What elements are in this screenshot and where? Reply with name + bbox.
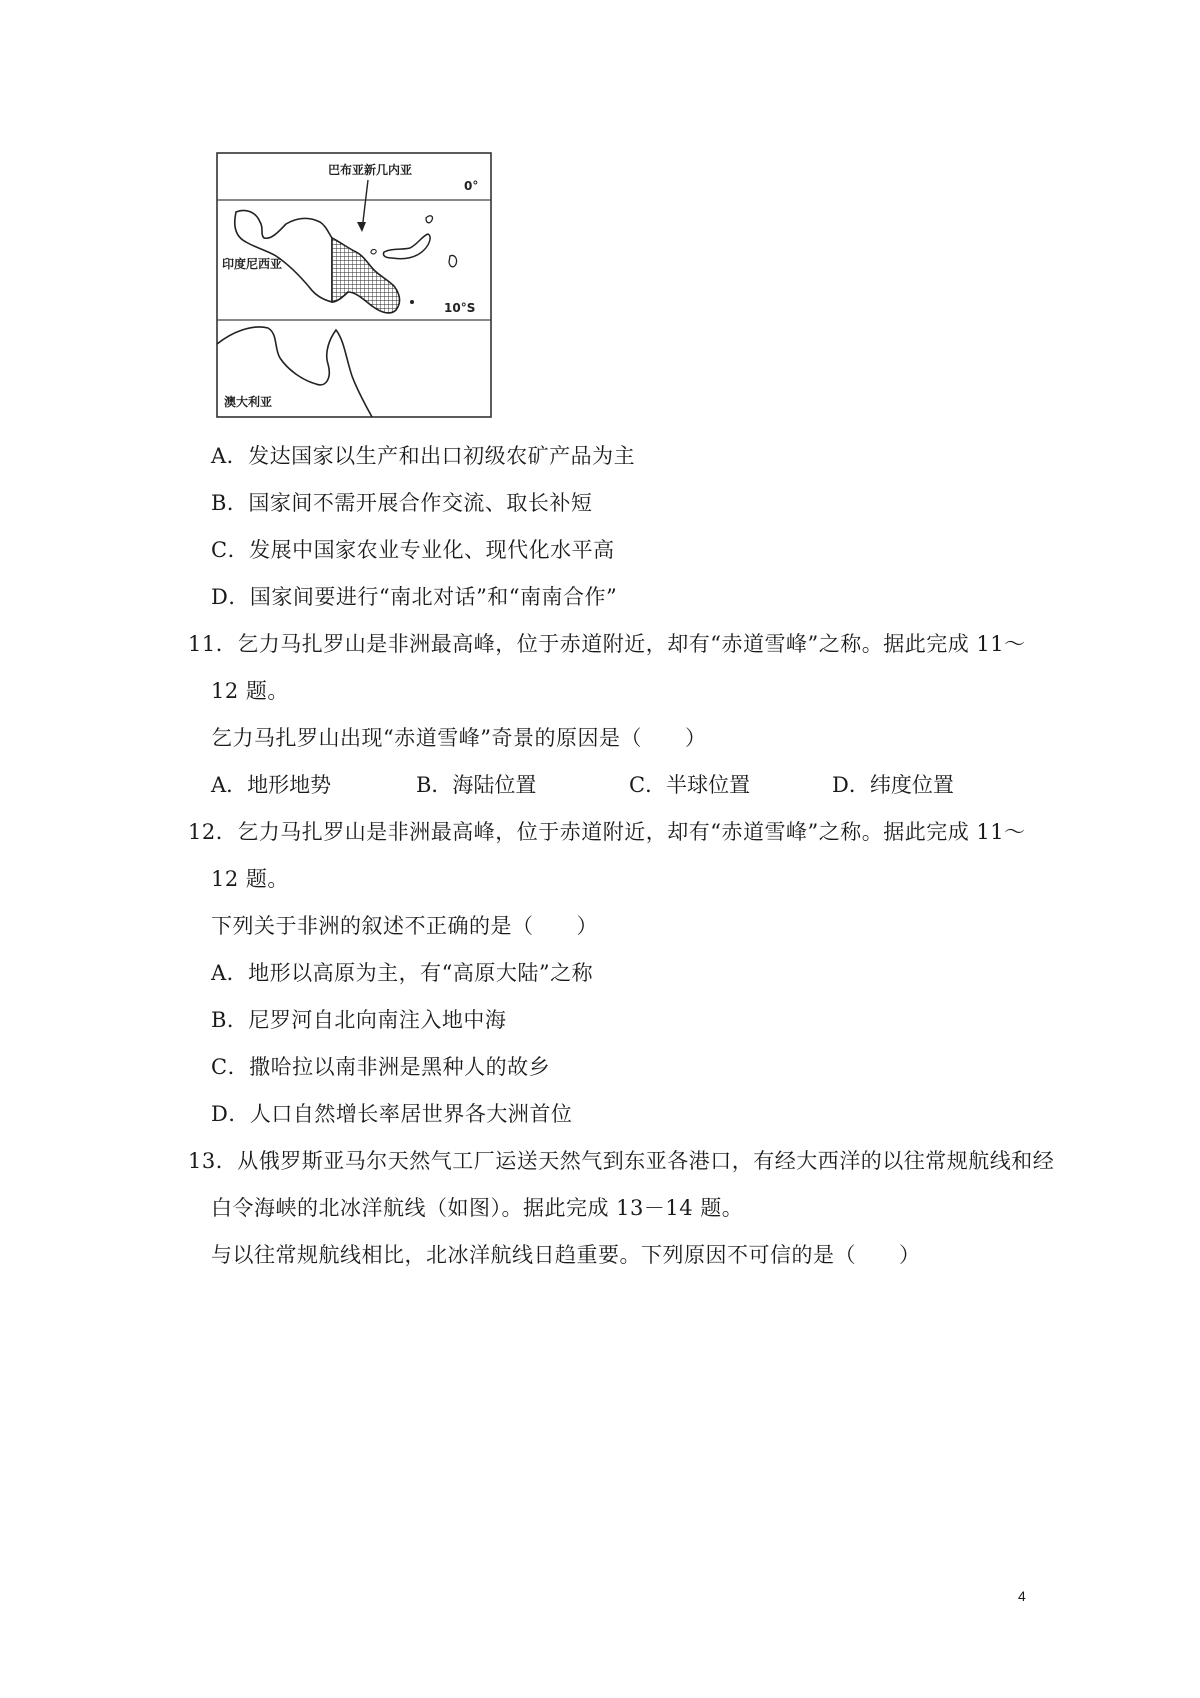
q10-option-c: C．发展中国家农业专业化、现代化水平高: [211, 538, 615, 562]
q12-option-c: C．撒哈拉以南非洲是黑种人的故乡: [211, 1055, 551, 1079]
q11-option-b: B．海陆位置: [416, 773, 537, 797]
q12-option-a: A．地形以高原为主，有“高原大陆”之称: [211, 961, 594, 985]
q10-option-a: A．发达国家以生产和出口初级农矿产品为主: [211, 444, 636, 468]
q11-option-a: A．地形地势: [211, 773, 332, 797]
island-dot: [410, 300, 414, 304]
q12-stem-line1: 12．乞力马扎罗山是非洲最高峰，位于赤道附近，却有“赤道雪峰”之称。据此完成 11～: [188, 820, 1026, 844]
small-island: [371, 249, 376, 254]
page-number: 4: [1018, 1588, 1026, 1604]
q10-option-d: D．国家间要进行“南北对话”和“南南合作”: [211, 585, 618, 609]
q13-stem-line2: 白令海峡的北冰洋航线（如图）。据此完成 13－14 题。: [211, 1196, 744, 1220]
bougainville-island: [449, 255, 457, 266]
lat-10s-label: 10°S: [444, 301, 476, 315]
q11-option-d: D．纬度位置: [832, 773, 954, 797]
q12-stem-line2: 12 题。: [211, 867, 289, 891]
q12-option-d: D．人口自然增长率居世界各大洲首位: [211, 1102, 573, 1126]
q11-stem-line2: 12 题。: [211, 679, 289, 703]
indonesia-label: 印度尼西亚: [222, 257, 283, 271]
q12-option-b: B．尼罗河自北向南注入地中海: [211, 1008, 507, 1032]
q11-stem-line1: 11．乞力马扎罗山是非洲最高峰，位于赤道附近，却有“赤道雪峰”之称。据此完成 11～: [188, 632, 1026, 656]
q11-options-row: [211, 771, 971, 799]
q11-question: 乞力马扎罗山出现“赤道雪峰”奇景的原因是（ ）: [211, 726, 707, 750]
q13-stem-line1: 13．从俄罗斯亚马尔天然气工厂运送天然气到东亚各港口，有经大西洋的以往常规航线和经: [188, 1149, 1055, 1173]
australia-label: 澳大利亚: [224, 395, 273, 409]
q11-option-c: C．半球位置: [629, 773, 751, 797]
png-label: 巴布亚新几内亚: [328, 163, 413, 177]
equator-label: 0°: [464, 179, 479, 193]
q10-option-b: B．国家间不需开展合作交流、取长补短: [211, 491, 593, 515]
new-ireland-island: [426, 216, 433, 223]
papua-new-guinea-map: [216, 152, 492, 418]
q13-question: 与以往常规航线相比，北冰洋航线日趋重要。下列原因不可信的是（ ）: [211, 1243, 921, 1267]
q12-question: 下列关于非洲的叙述不正确的是（ ）: [211, 914, 598, 938]
